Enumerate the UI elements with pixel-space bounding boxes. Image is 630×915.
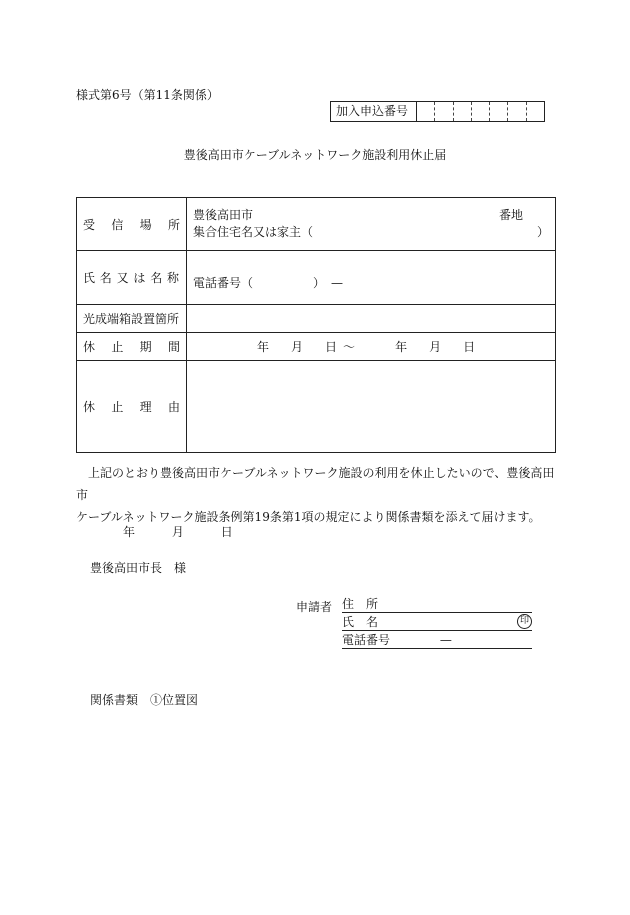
addressee: 豊後高田市長 様 — [90, 561, 187, 575]
application-number-cells — [417, 102, 544, 121]
phone-dash: — — [439, 633, 452, 647]
suspension-period-row — [77, 333, 556, 361]
application-number-cell[interactable] — [454, 102, 472, 121]
close-paren: ） — [536, 225, 549, 239]
name-row — [77, 251, 556, 305]
application-number-label: 加入申込番号 — [331, 102, 417, 121]
related-documents: 関係書類 ①位置図 — [90, 693, 199, 707]
terminal-box-header: 光成端箱設置箇所 — [77, 305, 187, 333]
suspension-period-field[interactable] — [187, 333, 556, 361]
declaration-line-1: 上記のとおり豊後高田市ケーブルネットワーク施設の利用を休止したいので、豊後高田市 — [76, 466, 555, 502]
address-label: 住 所 — [342, 597, 379, 611]
applicant-name-field[interactable] — [342, 615, 532, 631]
application-number-cell[interactable] — [472, 102, 490, 121]
suspension-period-header: 休 止 期 間 — [77, 333, 187, 361]
date-month: 月 — [171, 525, 184, 539]
suspension-reason-field[interactable] — [187, 361, 556, 453]
applicant-address-field[interactable] — [342, 597, 532, 613]
application-number-cell[interactable] — [435, 102, 453, 121]
phone-text: 電話番号（ ） — — [193, 276, 344, 290]
terminal-box-field[interactable] — [187, 305, 556, 333]
application-number-cell[interactable] — [417, 102, 435, 121]
reception-location-row — [77, 198, 556, 251]
month-label: 月 — [291, 340, 304, 354]
housing-name-text: 集合住宅名又は家主（ — [193, 225, 314, 239]
form-number: 様式第6号（第11条関係） — [76, 88, 219, 102]
reception-location-field[interactable] — [187, 198, 556, 251]
suspension-reason-row — [77, 361, 556, 453]
suspension-reason-header: 休 止 理 由 — [77, 361, 187, 453]
date-day: 日 — [220, 525, 233, 539]
declaration-line-2: ケーブルネットワーク施設条例第19条第1項の規定により関係書類を添えて届けます。 — [76, 510, 541, 524]
application-number-cell[interactable] — [527, 102, 544, 121]
date-year: 年 — [123, 525, 136, 539]
phone-label: 電話番号 — [342, 633, 391, 647]
month-label-2: 月 — [429, 340, 442, 354]
document-title: 豊後高田市ケーブルネットワーク施設利用休止届 — [183, 148, 447, 162]
applicant-label: 申請者 — [296, 600, 333, 614]
name-header: 氏 名 又 は 名 称 — [77, 251, 187, 305]
banchi-text: 番地 — [498, 208, 523, 222]
application-number-box — [330, 101, 545, 122]
day-label-2: 日 — [463, 340, 476, 354]
application-number-cell[interactable] — [490, 102, 508, 121]
reception-location-header: 受 信 場 所 — [77, 198, 187, 251]
tilde: 〜 — [343, 340, 356, 354]
day-label: 日 — [325, 340, 338, 354]
name-label: 氏 名 — [342, 615, 379, 629]
year-label: 年 — [257, 340, 270, 354]
seal-mark: 印 — [517, 614, 532, 629]
applicant-phone-field[interactable] — [342, 633, 532, 649]
form-table — [76, 197, 556, 453]
declaration-paragraph — [76, 462, 560, 528]
city-text: 豊後高田市 — [193, 208, 254, 222]
submission-date — [123, 523, 266, 540]
terminal-box-row — [77, 305, 556, 333]
name-field[interactable] — [187, 251, 556, 305]
year-label-2: 年 — [395, 340, 408, 354]
application-number-cell[interactable] — [508, 102, 526, 121]
